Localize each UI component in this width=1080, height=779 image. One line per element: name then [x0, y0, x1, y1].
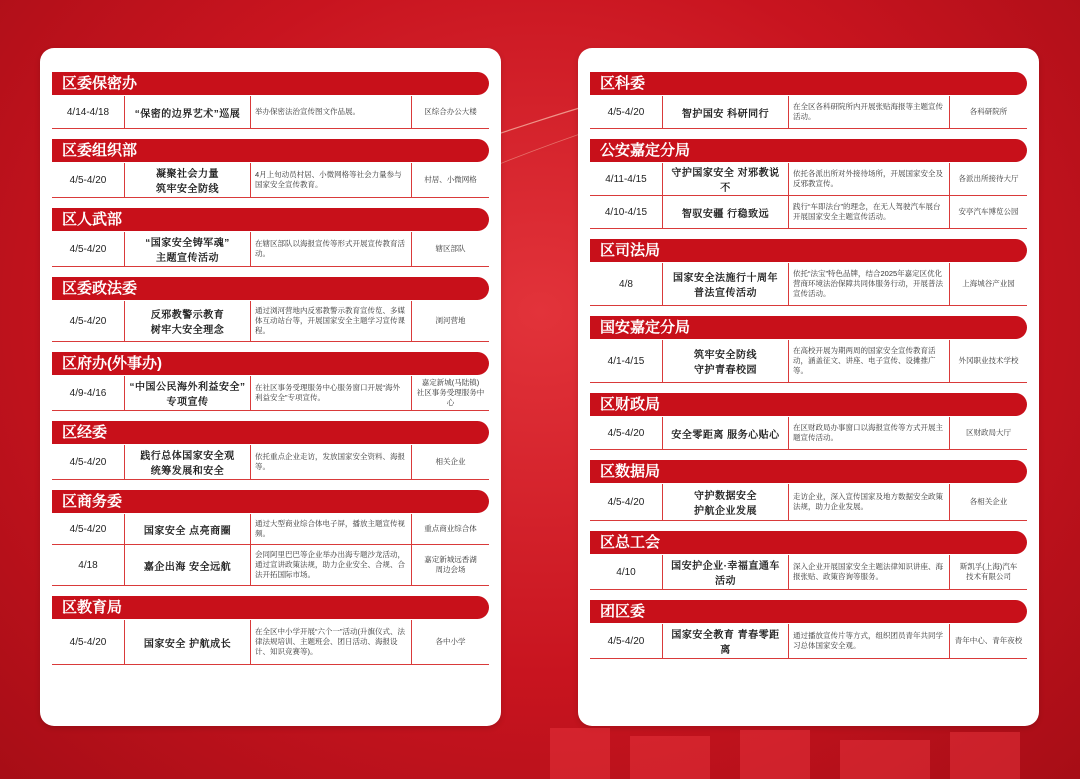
section-header: 区数据局 [590, 460, 1027, 483]
table-row [590, 340, 1027, 383]
desc-cell: 在全区各科研院所内开展张贴海报等主题宣传活动。 [793, 102, 943, 121]
place-cell: 各科研院所 [969, 107, 1008, 116]
date-cell: 4/5-4/20 [69, 456, 107, 468]
desc-cell: 依托“法宝”特色品牌，结合2025年嘉定区优化营商环境法治保障共同体服务行动，开展普法宣传活动。 [793, 269, 943, 298]
desc-cell: 通过播放宣传片等方式，组织团员青年共同学习总体国家安全观。 [793, 631, 943, 650]
section-header: 区司法局 [590, 239, 1027, 262]
desc-cell: 在高校开展为期两周的国家安全宣传教育活动，涵盖征文、讲座、电子宣传、设摊推广等。 [793, 346, 936, 375]
title-cell: 国家安全教育 青春零距离 [671, 630, 780, 656]
place-cell: 区财政局大厅 [966, 428, 1011, 437]
desc-cell: 在区财政局办事窗口以海报宣传等方式开展主题宣传活动。 [793, 423, 943, 442]
section-header: 区府办(外事办) [52, 352, 489, 375]
desc-cell: 走访企业，深入宣传国家及地方数据安全政策法规，助力企业发展。 [793, 492, 943, 511]
date-cell: 4/11-4/15 [605, 173, 647, 185]
decorative-red-brushstrokes [540, 718, 1040, 779]
desc-cell: 通过浏河营地内反邪教警示教育宣传览、多媒体互动站台等，开展国家安全主题学习宣传课程。 [255, 306, 405, 335]
table-row [52, 163, 489, 198]
place-cell: 区综合办公大楼 [424, 107, 477, 116]
title-cell: 凝聚社会力量 筑牢安全防线 [156, 169, 219, 195]
desc-cell: 依托各派出所对外接待场所，开展国家安全及反邪教宣传。 [793, 169, 943, 188]
section [590, 393, 1027, 450]
section [52, 490, 489, 586]
date-cell: 4/18 [78, 559, 98, 571]
title-cell: 践行总体国家安全观 统筹发展和安全 [140, 451, 235, 477]
place-cell: 各相关企业 [969, 497, 1008, 506]
place-cell: 上海城谷产业园 [962, 279, 1015, 288]
section-header: 国安嘉定分局 [590, 316, 1027, 339]
section [52, 72, 489, 129]
date-cell: 4/5-4/20 [69, 243, 107, 255]
title-cell: 国家安全 护航成长 [143, 638, 232, 650]
section [52, 596, 489, 665]
place-cell: 重点商业综合体 [424, 524, 477, 533]
section [590, 316, 1027, 383]
date-cell: 4/10-4/15 [604, 206, 648, 218]
section-header: 公安嘉定分局 [590, 139, 1027, 162]
title-cell: 智驭安疆 行稳致远 [681, 208, 770, 220]
title-cell: 嘉企出海 安全远航 [143, 561, 232, 573]
section [52, 352, 489, 411]
title-cell: 安全零距离 服务心贴心 [671, 429, 780, 441]
section-header: 区委保密办 [52, 72, 489, 95]
desc-cell: 通过大型商业综合体电子屏，播放主题宣传视频。 [255, 519, 405, 538]
section-header: 区总工会 [590, 531, 1027, 554]
date-cell: 4/5-4/20 [607, 427, 645, 439]
section [52, 208, 489, 267]
section-header: 区商务委 [52, 490, 489, 513]
section [590, 531, 1027, 590]
section-header: 区科委 [590, 72, 1027, 95]
place-cell: 嘉定新城(马陆镇) 社区事务受理服务中心 [416, 378, 485, 407]
title-cell: 筑牢安全防线 守护青春校园 [694, 350, 757, 376]
table-row [590, 163, 1027, 196]
desc-cell: 在全区中小学开展“六个一”活动(升旗仪式、法律法规培训、主题班会、团日活动、海报设计、知识竞赛等)。 [255, 627, 405, 656]
title-cell: “国家安全铸军魂” 主题宣传活动 [145, 238, 230, 264]
desc-cell: 深入企业开展国家安全主题法律知识讲座、海报张贴、政策咨询等服务。 [793, 562, 943, 581]
place-cell: 相关企业 [435, 457, 466, 466]
section [590, 72, 1027, 129]
section [590, 239, 1027, 306]
section [52, 139, 489, 198]
table-row [52, 301, 489, 342]
date-cell: 4/5-4/20 [607, 496, 645, 508]
date-cell: 4/5-4/20 [69, 315, 107, 327]
title-cell: 智护国安 科研同行 [681, 108, 770, 120]
section-header: 区人武部 [52, 208, 489, 231]
date-cell: 4/14-4/18 [66, 106, 110, 118]
section [590, 460, 1027, 521]
date-cell: 4/5-4/20 [69, 636, 107, 648]
table-row [52, 96, 489, 129]
section-header: 区财政局 [590, 393, 1027, 416]
place-cell: 各中小学 [435, 637, 466, 646]
table-row [52, 514, 489, 545]
place-cell: 浏河营地 [435, 316, 466, 325]
section-header: 团区委 [590, 600, 1027, 623]
section-header: 区经委 [52, 421, 489, 444]
section [52, 421, 489, 480]
place-cell: 外冈职业技术学校 [958, 356, 1019, 365]
title-cell: 守护数据安全 护航企业发展 [694, 491, 757, 517]
right-panel [578, 48, 1039, 726]
desc-cell: 会同阿里巴巴等企业举办出海专题沙龙活动，通过宣讲政策法规，助力企业安全、合规、合法开拓国际市场。 [255, 550, 405, 579]
section-header: 区委组织部 [52, 139, 489, 162]
date-cell: 4/1-4/15 [607, 355, 645, 367]
date-cell: 4/5-4/20 [607, 635, 645, 647]
table-row [590, 96, 1027, 129]
desc-cell: 践行“车即法台”的理念，在无人驾驶汽车展台开展国家安全主题宣传活动。 [793, 202, 941, 221]
place-cell: 辖区部队 [435, 244, 466, 253]
table-row [590, 196, 1027, 229]
place-cell: 各派出所接待大厅 [958, 174, 1019, 183]
left-panel [40, 48, 501, 726]
title-cell: 守护国家安全 对邪教说不 [671, 168, 780, 194]
date-cell: 4/8 [619, 278, 633, 290]
section-header: 区教育局 [52, 596, 489, 619]
title-cell: “保密的边界艺术”巡展 [134, 108, 241, 120]
place-cell: 青年中心、青年夜校 [954, 636, 1023, 645]
table-row [52, 376, 489, 411]
title-cell: 国家安全 点亮商圈 [143, 525, 232, 537]
title-cell: 国安护企业·幸福直通车活动 [671, 561, 780, 587]
date-cell: 4/5-4/20 [607, 106, 645, 118]
table-row [590, 263, 1027, 306]
section-header: 区委政法委 [52, 277, 489, 300]
table-row [52, 545, 489, 586]
table-row [52, 620, 489, 665]
table-row [52, 445, 489, 480]
title-cell: 反邪教警示教育 树牢大安全理念 [150, 310, 225, 336]
section [52, 277, 489, 342]
place-cell: 村居、小微网格 [424, 175, 477, 184]
place-cell: 斯凯孚(上海)汽车 技术有限公司 [959, 562, 1018, 581]
title-cell: “中国公民海外利益安全” 专项宣传 [129, 382, 246, 408]
date-cell: 4/5-4/20 [69, 174, 107, 186]
date-cell: 4/5-4/20 [69, 523, 107, 535]
table-row [590, 624, 1027, 659]
table-row [590, 555, 1027, 590]
desc-cell: 举办保密法治宣传图文作品展。 [255, 107, 360, 116]
section [590, 139, 1027, 229]
table-row [590, 417, 1027, 450]
desc-cell: 依托重点企业走访，发放国家安全资料、海报等。 [255, 452, 405, 471]
desc-cell: 在社区事务受理服务中心服务窗口开展“海外利益安全”专项宣传。 [255, 383, 400, 402]
desc-cell: 在辖区部队以海报宣传等形式开展宣传教育活动。 [255, 239, 405, 258]
table-row [52, 232, 489, 267]
title-cell: 国家安全法施行十周年 普法宣传活动 [673, 273, 778, 299]
date-cell: 4/10 [616, 566, 636, 578]
place-cell: 嘉定新城远香湖 周边会场 [424, 555, 477, 574]
desc-cell: 4月上旬动员村居、小微网格等社会力量参与国家安全宣传教育。 [255, 170, 402, 189]
date-cell: 4/9-4/16 [69, 387, 107, 399]
place-cell: 安亭汽车博览公园 [958, 207, 1019, 216]
section [590, 600, 1027, 659]
table-row [590, 484, 1027, 521]
